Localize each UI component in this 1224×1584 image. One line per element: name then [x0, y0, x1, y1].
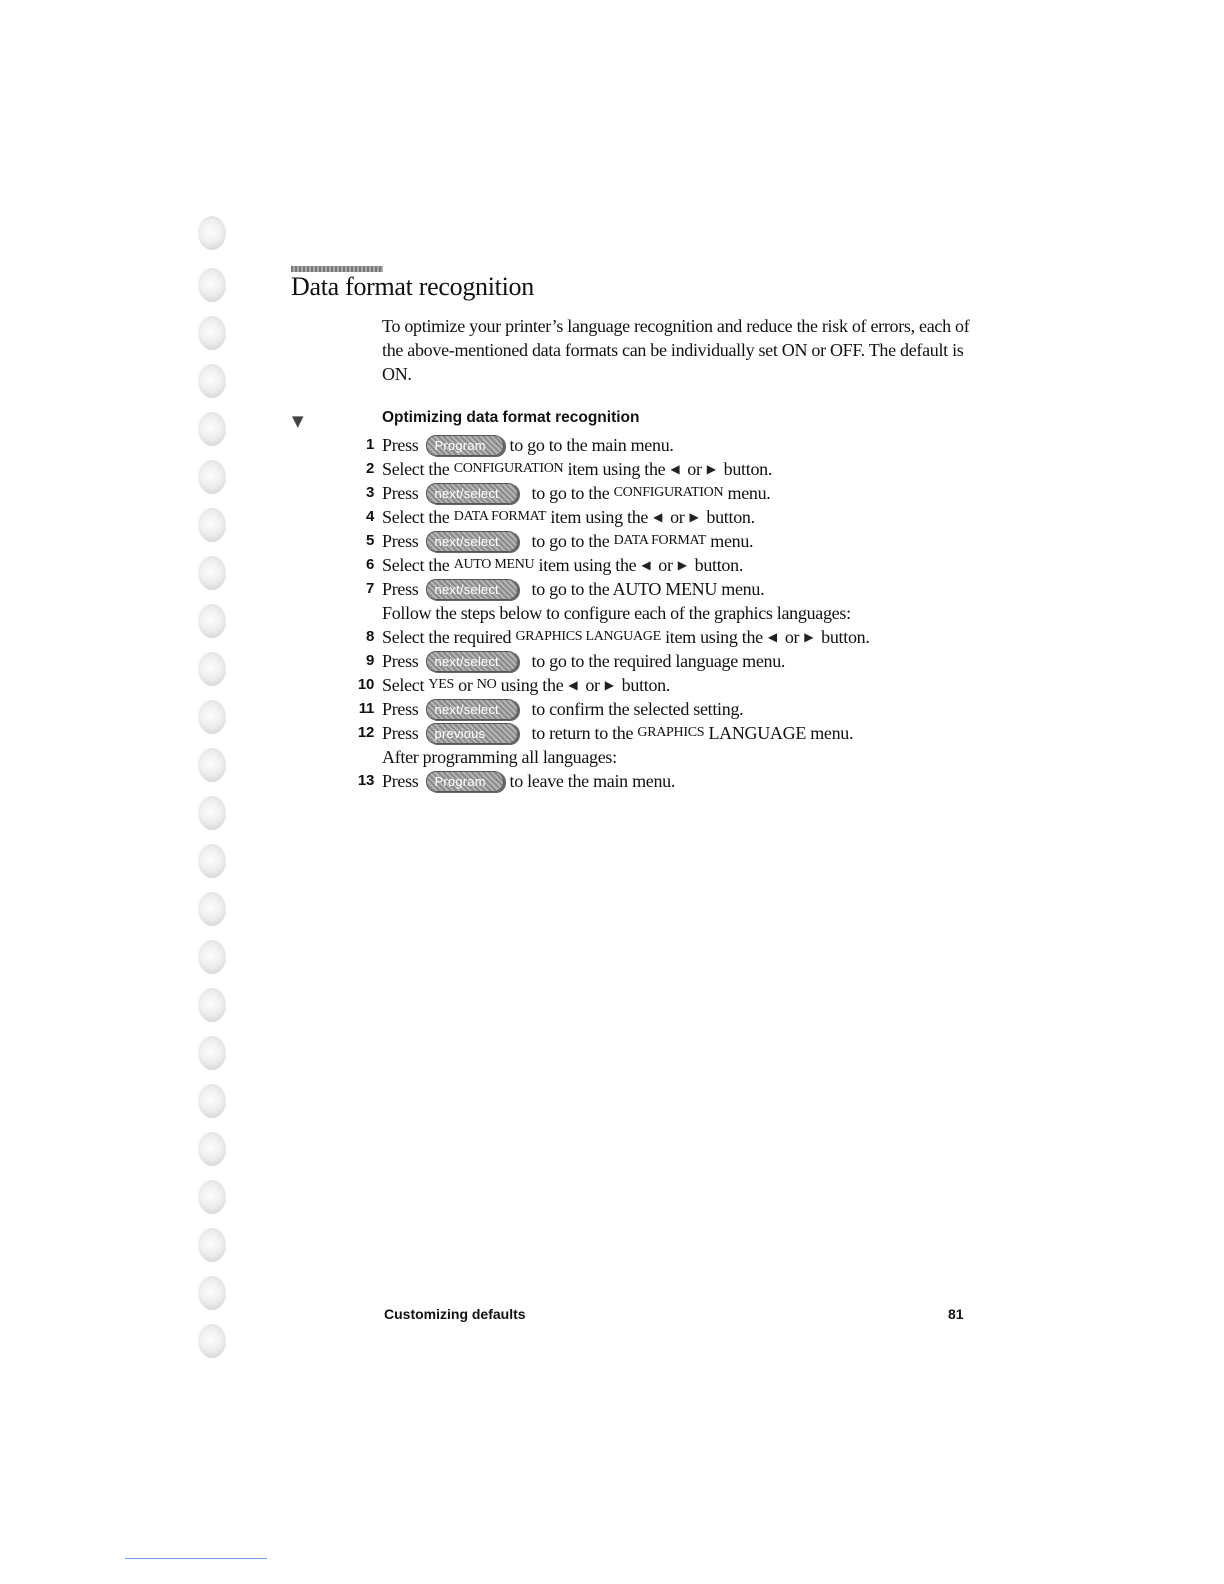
left-arrow-icon: ◀ — [568, 678, 578, 692]
binder-hole — [198, 364, 226, 398]
next-select-key: next/select — [426, 651, 518, 672]
step-text: Select the — [382, 459, 450, 479]
step-text: Press — [382, 531, 419, 551]
step-text: to go to the — [531, 531, 610, 551]
menu-item-name: AUTO MENU — [453, 557, 535, 572]
previous-key: previous — [426, 723, 518, 744]
binder-hole — [198, 1036, 226, 1070]
step-text: Select — [382, 675, 425, 695]
step-text: button. — [821, 627, 870, 647]
binder-hole — [198, 1228, 226, 1262]
step-text: button. — [621, 675, 671, 695]
step-text: to leave the main menu. — [509, 771, 676, 791]
binder-hole — [198, 508, 226, 542]
step-text: button. — [723, 459, 773, 479]
step-9 — [340, 649, 980, 673]
page-number: 81 — [948, 1306, 964, 1322]
step-text: to confirm the selected setting. — [531, 699, 744, 719]
binder-hole — [198, 748, 226, 782]
step-12 — [340, 721, 980, 745]
step-text: button. — [706, 507, 755, 527]
step-text: to go to the — [531, 483, 610, 503]
next-select-key: next/select — [426, 531, 518, 552]
step-number: 6 — [365, 556, 374, 573]
step-text: or — [658, 555, 673, 575]
step-4 — [340, 505, 980, 529]
menu-name: CONFIGURATION — [613, 485, 724, 500]
menu-item-name: GRAPHICS LANGUAGE — [515, 629, 661, 644]
left-arrow-icon: ◀ — [670, 462, 680, 476]
step-number: 12 — [357, 724, 374, 741]
left-arrow-icon: ◀ — [641, 558, 651, 572]
binder-hole — [198, 1084, 226, 1118]
step-text: to go to the main menu. — [509, 435, 674, 455]
step-number: 11 — [358, 700, 374, 717]
binder-hole — [198, 460, 226, 494]
right-arrow-icon: ▶ — [604, 678, 614, 692]
binder-hole — [198, 940, 226, 974]
right-arrow-icon: ▶ — [804, 630, 814, 644]
step-text: Select the — [382, 555, 450, 575]
step-number: 9 — [365, 652, 374, 669]
step-text: Press — [382, 435, 419, 455]
step-text: LANGUAGE menu. — [708, 723, 854, 743]
step-text: item using the — [665, 627, 763, 647]
step-text: Press — [382, 651, 419, 671]
procedure-heading: Optimizing data format recognition — [382, 409, 640, 426]
step-5 — [340, 529, 980, 553]
binder-hole — [198, 216, 226, 250]
step-13 — [340, 769, 980, 793]
step-text: or — [687, 459, 702, 479]
footer-chapter: Customizing defaults — [384, 1306, 526, 1322]
step-7 — [340, 577, 980, 601]
menu-name: GRAPHICS — [637, 725, 705, 740]
step-note — [340, 745, 980, 769]
step-text: Select the — [382, 507, 450, 527]
step-text: Press — [382, 579, 419, 599]
binder-hole — [198, 1132, 226, 1166]
menu-item-name: DATA FORMAT — [453, 509, 547, 524]
binder-hole — [198, 1276, 226, 1310]
step-text: Press — [382, 723, 419, 743]
binder-hole — [198, 652, 226, 686]
menu-item-name: CONFIGURATION — [453, 461, 564, 476]
step-text: Press — [382, 771, 419, 791]
step-number: 3 — [365, 484, 374, 501]
right-arrow-icon: ▶ — [689, 510, 699, 524]
step-3 — [340, 481, 980, 505]
step-text: to return to the — [531, 723, 634, 743]
binder-hole — [198, 604, 226, 638]
step-text: or — [585, 675, 600, 695]
step-number: 13 — [357, 772, 374, 789]
step-text: Select the required — [382, 627, 512, 647]
step-number: 10 — [357, 676, 374, 693]
right-arrow-icon: ▶ — [677, 558, 687, 572]
step-2 — [340, 457, 980, 481]
step-number: 7 — [365, 580, 374, 597]
intro-paragraph: To optimize your printer’s language recognition and reduce the risk of errors, each of the above-mentioned data formats can be individually set ON or OFF. The default is ON. — [382, 316, 970, 384]
step-text: to go to the required language menu. — [531, 651, 786, 671]
step-8 — [340, 625, 980, 649]
step-text: menu. — [710, 531, 754, 551]
option-no: NO — [476, 677, 497, 692]
step-text: Press — [382, 699, 419, 719]
section-title: Data format recognition — [291, 272, 534, 301]
step-text: menu. — [727, 483, 771, 503]
step-text: or — [670, 507, 685, 527]
step-text: or — [458, 675, 473, 695]
next-select-key: next/select — [426, 579, 518, 600]
step-text: item using the — [567, 459, 666, 479]
binder-hole — [198, 1180, 226, 1214]
procedure-steps — [340, 433, 980, 793]
binder-hole — [198, 844, 226, 878]
step-note — [340, 601, 980, 625]
right-arrow-icon: ▶ — [706, 462, 716, 476]
binder-hole — [198, 316, 226, 350]
binder-hole — [198, 556, 226, 590]
step-text: item using the — [538, 555, 637, 575]
triangle-down-icon: ▼ — [292, 412, 304, 430]
step-text: to go to the AUTO MENU menu. — [531, 579, 765, 599]
step-text: item using the — [550, 507, 649, 527]
step-6 — [340, 553, 980, 577]
menu-name: DATA FORMAT — [613, 533, 707, 548]
binder-hole — [198, 412, 226, 446]
step-11 — [340, 697, 980, 721]
program-key: Program — [426, 771, 504, 792]
step-number: 1 — [365, 436, 374, 453]
step-text: button. — [694, 555, 744, 575]
step-number: 5 — [365, 532, 374, 549]
step-text: After programming all languages: — [382, 747, 617, 767]
binder-hole — [198, 988, 226, 1022]
step-text: using the — [500, 675, 564, 695]
binder-hole — [198, 700, 226, 734]
next-select-key: next/select — [426, 699, 518, 720]
program-key: Program — [426, 435, 504, 456]
step-number: 4 — [365, 508, 374, 525]
binder-hole — [198, 796, 226, 830]
step-text: Follow the steps below to configure each of the graphics languages: — [382, 603, 851, 623]
binder-hole — [198, 1324, 226, 1358]
step-text: or — [784, 627, 800, 647]
option-yes: YES — [428, 677, 454, 692]
next-select-key: next/select — [426, 483, 518, 504]
left-arrow-icon: ◀ — [767, 630, 777, 644]
left-arrow-icon: ◀ — [653, 510, 663, 524]
step-number: 2 — [365, 460, 374, 477]
step-1 — [340, 433, 980, 457]
scan-edge-line — [125, 1558, 267, 1559]
step-number: 8 — [365, 628, 374, 645]
step-10 — [340, 673, 980, 697]
step-text: Press — [382, 483, 419, 503]
binder-hole — [198, 892, 226, 926]
binder-hole — [198, 268, 226, 302]
